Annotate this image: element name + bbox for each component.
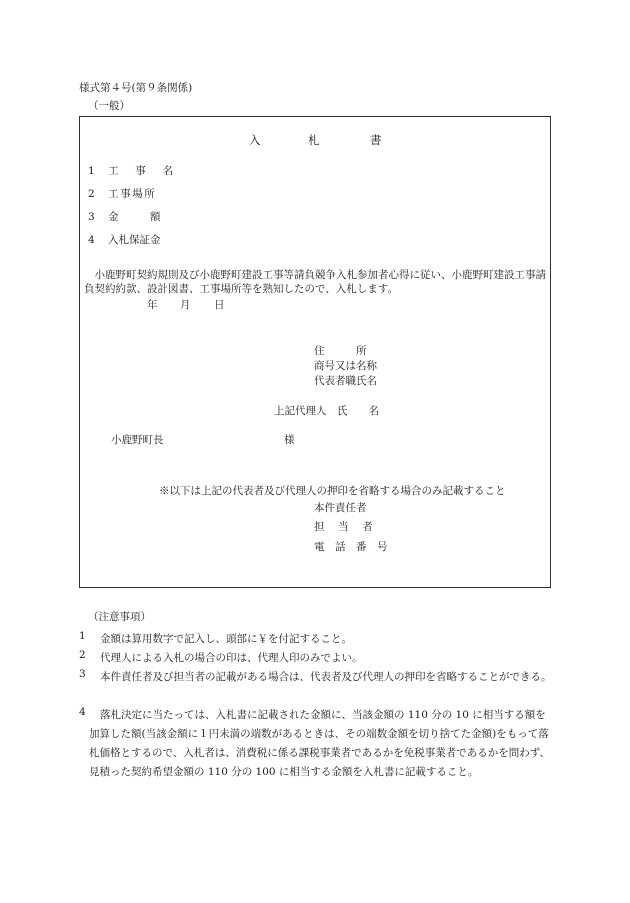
phone-number-label: 電 話 番 号 xyxy=(314,541,388,553)
addressee-honorific: 様 xyxy=(284,434,295,446)
note-text-1: 金額は算用数字で記入し、頭部に￥を付記すること。 xyxy=(100,633,352,645)
notes-heading: （注意事項） xyxy=(88,611,151,623)
responsible-person-label: 本件責任者 xyxy=(314,502,367,514)
item-num-1: 1 xyxy=(88,165,95,177)
date-year: 年 xyxy=(147,299,158,311)
item-label-construction-site: 工事場所 xyxy=(108,188,157,200)
item-num-4: 4 xyxy=(88,234,95,246)
item-num-2: 2 xyxy=(88,188,95,200)
title-char-1: 入 xyxy=(249,133,261,147)
item-num-3: 3 xyxy=(88,211,95,223)
note-text-2: 代理人による入札の場合の印は、代理人印のみでよい。 xyxy=(100,652,363,664)
note-text-4: 落札決定に当たっては、入札書に記載された金額に、当該金額の 110 分の 10 に相当する額を加算した額(当該金額に１円未満の端数があるときは、その端数金額を切り捨てた金額)をもって落札価格とするので、入札者は、消費税に係る課税事業者であるかを免税事業者であるかを問わず、見積った契約希望金額の 110 分の 100 に相当する金額を入札書に記載すること。 xyxy=(89,709,550,778)
person-in-charge-label: 担 当 者 xyxy=(314,521,375,533)
bidder-address-label: 住 所 xyxy=(314,345,367,357)
note-num-3: 3 xyxy=(79,668,86,680)
seal-omission-note: ※以下は上記の代表者及び代理人の押印を省略する場合のみ記載すること xyxy=(159,485,506,497)
title-char-3: 書 xyxy=(370,133,382,147)
note-num-1: 1 xyxy=(79,630,86,642)
item-label-bid-bond: 入札保証金 xyxy=(108,234,161,246)
form-number: 様式第４号(第９条関係) xyxy=(79,82,193,94)
date-day: 日 xyxy=(214,299,225,311)
bidder-company-label: 商号又は名称 xyxy=(314,360,377,372)
declaration-text: 小鹿野町契約規則及び小鹿野町建設工事等請負競争入札参加者心得に従い、小鹿野町建設工事請負契約約款、設計図書、工事場所等を熟知したので、入札します。 xyxy=(84,269,546,295)
note-text-3: 本件責任者及び担当者の記載がある場合は、代表者及び代理人の押印を省略することができる。 xyxy=(100,671,552,683)
item-label-amount: 金 額 xyxy=(108,211,161,223)
date-month: 月 xyxy=(180,299,191,311)
note-num-2: 2 xyxy=(79,649,86,661)
title-char-2: 札 xyxy=(308,133,320,147)
bidder-representative-label: 代表者職氏名 xyxy=(314,375,377,387)
addressee-name: 小鹿野町長 xyxy=(111,434,164,446)
item-label-construction-name: 工 事 名 xyxy=(108,165,177,177)
note-num-4: 4 xyxy=(79,706,86,718)
agent-name-label: 上記代理人 氏 名 xyxy=(274,405,379,417)
form-category: （一般） xyxy=(88,100,130,112)
